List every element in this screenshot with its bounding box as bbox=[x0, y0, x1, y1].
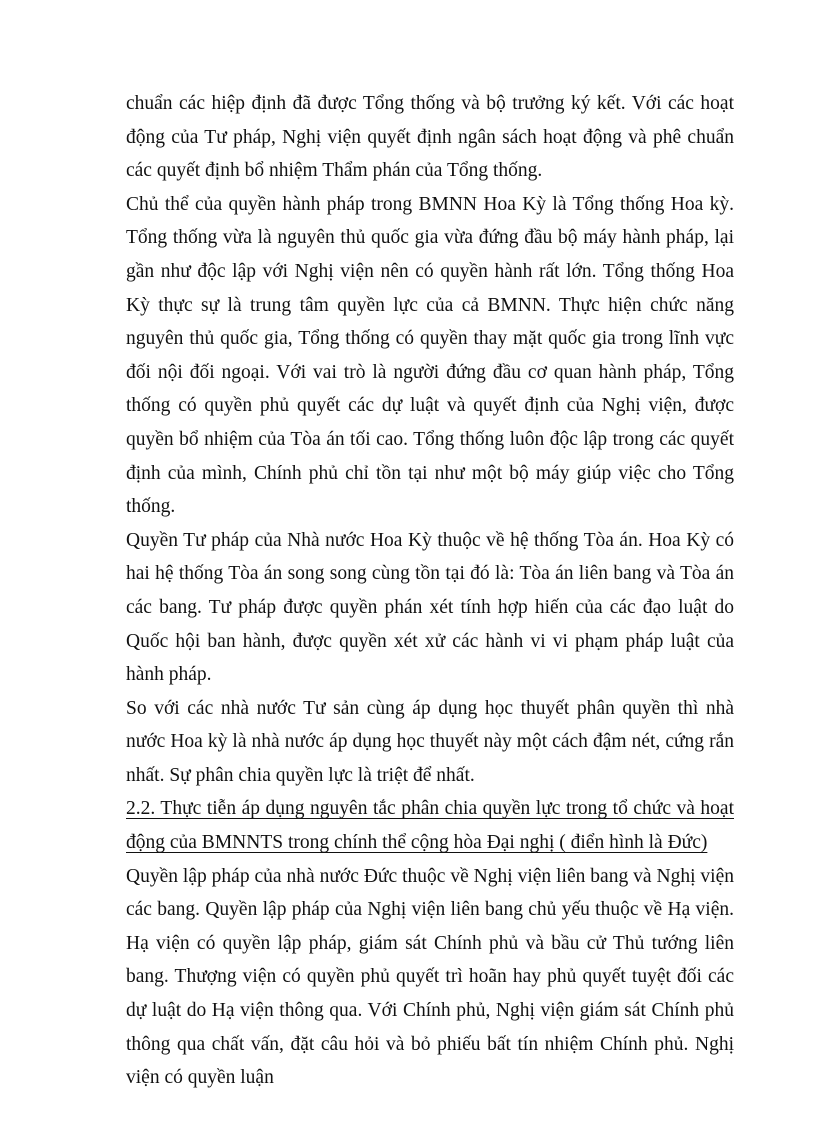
paragraph-senate-powers: chuẩn các hiệp định đã được Tổng thống và bộ trưởng ký kết. Với các hoạt động của Tư pháp, Nghị viện quyết định ngân sách hoạt động và phê chuẩn các quyết định bổ nhiệm Thẩm phán của Tổng thống. bbox=[126, 93, 734, 182]
paragraph-comparison: So với các nhà nước Tư sản cùng áp dụng học thuyết phân quyền thì nhà nước Hoa kỳ là nhà nước áp dụng học thuyết này một cách đậm nét, cứng rắn nhất. Sự phân chia quyền lực là triệt để nhất. bbox=[126, 697, 734, 786]
paragraph-executive-power: Chủ thể của quyền hành pháp trong BMNN Hoa Kỳ là Tổng thống Hoa kỳ. Tổng thống vừa là nguyên thủ quốc gia vừa đứng đầu bộ máy hành pháp, lại gần như độc lập với Nghị viện nên có quyền hành rất lớn. Tổng thống Hoa Kỳ thực sự là trung tâm quyền lực của cả BMNN. Thực hiện chức năng nguyên thủ quốc gia, Tổng thống có quyền thay mặt quốc gia trong lĩnh vực đối nội đối ngoại. Với vai trò là người đứng đầu cơ quan hành pháp, Tổng thống có quyền phủ quyết các dự luật và quyết định của Nghị viện, được quyền bổ nhiệm của Tòa án tối cao. Tổng thống luôn độc lập trong các quyết định của mình, Chính phủ chỉ tồn tại như một bộ máy giúp việc cho Tổng thống. bbox=[126, 193, 734, 518]
paragraph-judicial-power: Quyền Tư pháp của Nhà nước Hoa Kỳ thuộc về hệ thống Tòa án. Hoa Kỳ có hai hệ thống Tòa án song song cùng tồn tại đó là: Tòa án liên bang và Tòa án các bang. Tư pháp được quyền phán xét tính hợp hiến của các đạo luật do Quốc hội ban hành, được quyền xét xử các hành vi vi phạm pháp luật của hành pháp. bbox=[126, 529, 734, 686]
document-page bbox=[126, 87, 734, 1095]
section-heading: 2.2. Thực tiễn áp dụng nguyên tắc phân chia quyền lực trong tổ chức và hoạt động của BMNNTS trong chính thể cộng hòa Đại nghị ( điển hình là Đức) bbox=[126, 798, 734, 854]
paragraph-german-legislature: Quyền lập pháp của nhà nước Đức thuộc về Nghị viện liên bang và Nghị viện các bang. Quyền lập pháp của Nghị viện liên bang chủ yếu thuộc về Hạ viện. Hạ viện có quyền lập pháp, giám sát Chính phủ và bầu cử Thủ tướng liên bang. Thượng viện có quyền phủ quyết trì hoãn hay phủ quyết tuyệt đối các dự luật do Hạ viện thông qua. Với Chính phủ, Nghị viện giám sát Chính phủ thông qua chất vấn, đặt câu hỏi và bỏ phiếu bất tín nhiệm Chính phủ. Nghị viện có quyền luận bbox=[126, 865, 734, 1089]
